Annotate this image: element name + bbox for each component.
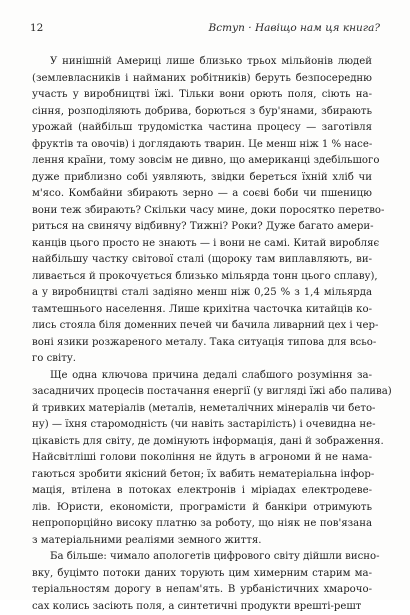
text-line: й тривких матеріалів (металів, неметалічних мінералів чи бето- [32,401,372,418]
paragraph [32,368,372,550]
paragraph [32,54,372,368]
text-line: Найсвітліші голови покоління не йдуть в агрономи й не нама- [32,450,372,467]
page-number: 12 [30,22,43,34]
text-line: а у виробництві сталі задіяно менш ніж 0,25 % з 1,4 мільярда [32,285,372,302]
text-line: найбільшу частку світової сталі (щороку там виплавляють, ви- [32,252,372,269]
text-line: урожай (найбільш трудомістка частина процесу — заготівля [32,120,372,137]
text-line: сіння, розподіляють добрива, борються з бур'янами, збирають [32,104,372,121]
text-line: (землевласників і найманих робітників) беруть безпосередню [32,71,372,88]
text-line: лів. Юристи, економісти, програмісти й банкіри отримують [32,500,372,517]
text-line: вони теж збирають? Скільки часу мине, доки поросятко перетво- [32,203,372,220]
text-line: гаються зробити якісний бетон; їх вабить нематеріальна інфор- [32,467,372,484]
paragraph [32,549,372,615]
text-line: Ще одна ключова причина дедалі слабшого розуміння за- [32,368,372,385]
text-line: лись стояла біля доменних печей чи бачила ливарний цех і чер- [32,318,372,335]
text-line: ну) — їхня старомодність (чи навіть застарілість) і очевидна не- [32,417,372,434]
text-line: ливається й прокочується близько мільярда тонн цього сплаву), [32,269,372,286]
text-line: мація, втілена в потоках електронів і міріадах електродеве- [32,483,372,500]
text-line: риться на свинячу відбивну? Тижні? Роки? Дуже багато амери- [32,219,372,236]
text-line: з матеріальними реаліями земного життя. [32,533,372,550]
text-line: У нинішній Америці лише близько трьох мільйонів людей [32,54,372,71]
text-line: непропорційно високу платню за роботу, що ніяк не пов'язана [32,516,372,533]
text-line: участь у виробництві їжі. Тільки вони орють поля, сіють на- [32,87,372,104]
text-line: воні язики розжареного металу. Така ситуація типова для всьо- [32,335,372,352]
running-head: Вступ · Навіщо нам ця книга? [209,22,380,34]
text-line: канців цього просто не знають — і вони не самі. Китай виробляє [32,236,372,253]
text-line: сах колись засіють поля, а синтетичні продукти врешті-решт [32,599,372,615]
text-line: вку, буцімто потоки даних торують цим химерним старим ма- [32,566,372,583]
text-line: лення країни, тому зовсім не дивно, що американці здебільшого [32,153,372,170]
text-line: цікавість для світу, де домінують інформація, дані й зображення. [32,434,372,451]
text-line: фруктів та овочів) і доглядають тварин. Це менш ніж 1 % насе- [32,137,372,154]
text-line: тамтешнього населення. Лише крихітна часточка китайців ко- [32,302,372,319]
text-line: Ба більше: чимало апологетів цифрового світу дійшли висно- [32,549,372,566]
text-line: м'ясо. Комбайни збирають зерно — а соєві боби чи пшеницю [32,186,372,203]
text-line: засадничих процесів постачання енергії (у вигляді їжі або палива) [32,384,372,401]
text-line: го світу. [32,351,372,368]
body-text [32,54,372,615]
text-line: дуже приблизно собі уявляють, звідки береться їхній хліб чи [32,170,372,187]
page-header [30,22,380,38]
text-line: теріальностям дорогу в непам'ять. В урбаністичних хмарочо- [32,582,372,599]
